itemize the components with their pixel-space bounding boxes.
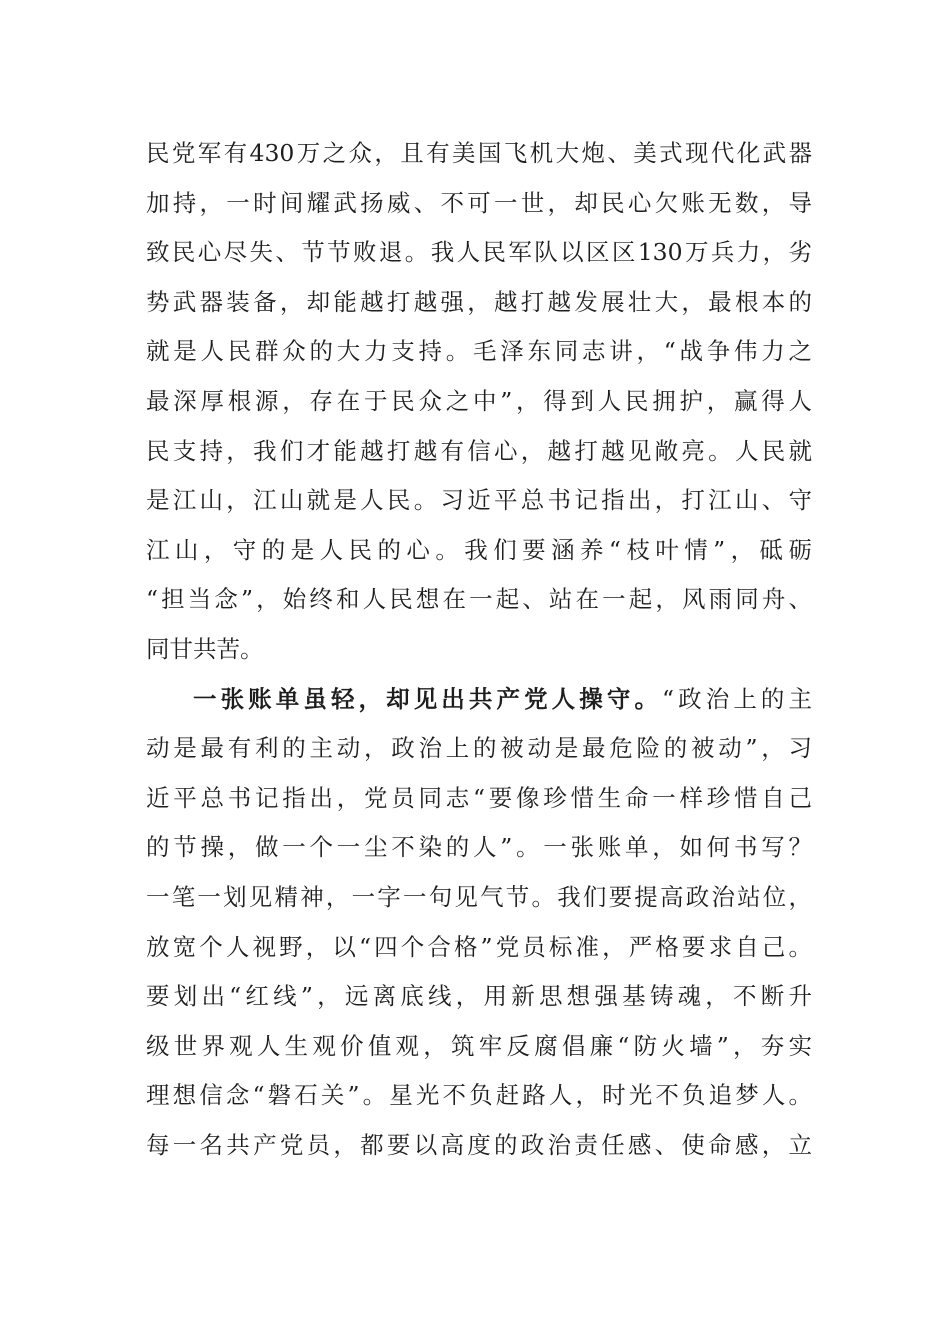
paragraph-1-line: 是江山，江山就是人民。习近平总书记指出，打江山、守 [146,486,812,515]
paragraph-2-line: 的节操，做一个一尘不染的人”。一张账单，如何书写？ [146,833,812,862]
paragraph-2 [146,675,812,1171]
paragraph-1-line: 民支持，我们才能越打越有信心，越打越见敞亮。人民就 [146,436,812,465]
paragraph-2-line: 理想信念“磐石关”。星光不负赶路人，时光不负追梦人。 [146,1081,812,1110]
paragraph-1-line: “担当念”，始终和人民想在一起、站在一起，风雨同舟、 [146,585,812,614]
paragraph-1 [146,129,812,675]
paragraph-1-line: 民党军有430万之众，且有美国飞机大炮、美式现代化武器 [146,139,812,167]
paragraph-2-line: 一笔一划见精神，一字一句见气节。我们要提高政治站位， [146,882,812,911]
paragraph-2-line: 每一名共产党员，都要以高度的政治责任感、使命感，立 [146,1130,812,1159]
paragraph-heading: 一张账单虽轻，却见出共产党人操守。 [193,684,663,713]
paragraph-1-line: 势武器装备，却能越打越强，越打越发展壮大，最根本的 [146,287,812,316]
paragraph-2-line: 级世界观人生观价值观，筑牢反腐倡廉“防火墙”，夯实 [146,1031,812,1060]
paragraph-2-line: 近平总书记指出，党员同志“要像珍惜生命一样珍惜自己 [146,783,812,812]
paragraph-1-line: 加持，一时间耀武扬威、不可一世，却民心欠账无数，导 [146,188,812,217]
paragraph-2-line: 放宽个人视野，以“四个合格”党员标准，严格要求自己。 [146,932,812,961]
paragraph-1-line: 江山，守的是人民的心。我们要涵养“枝叶情”，砥砺 [146,535,812,564]
paragraph-1-line: 致民心尽失、节节败退。我人民军队以区区130万兵力，劣 [146,238,812,267]
paragraph-2-first-line [146,675,812,725]
paragraph-1-line: 同甘共苦。 [146,634,264,663]
document-body [146,129,812,1170]
paragraph-1-line: 最深厚根源，存在于民众之中”，得到人民拥护，赢得人 [146,386,812,415]
paragraph-2-line: 要划出“红线”，远离底线，用新思想强基铸魂，不断升 [146,982,812,1011]
paragraph-2-line: 动是最有利的主动，政治上的被动是最危险的被动”，习 [146,734,812,763]
paragraph-2-first-line-rest: “政治上的主 [662,684,813,713]
paragraph-1-line: 就是人民群众的大力支持。毛泽东同志讲，“战争伟力之 [146,337,812,366]
